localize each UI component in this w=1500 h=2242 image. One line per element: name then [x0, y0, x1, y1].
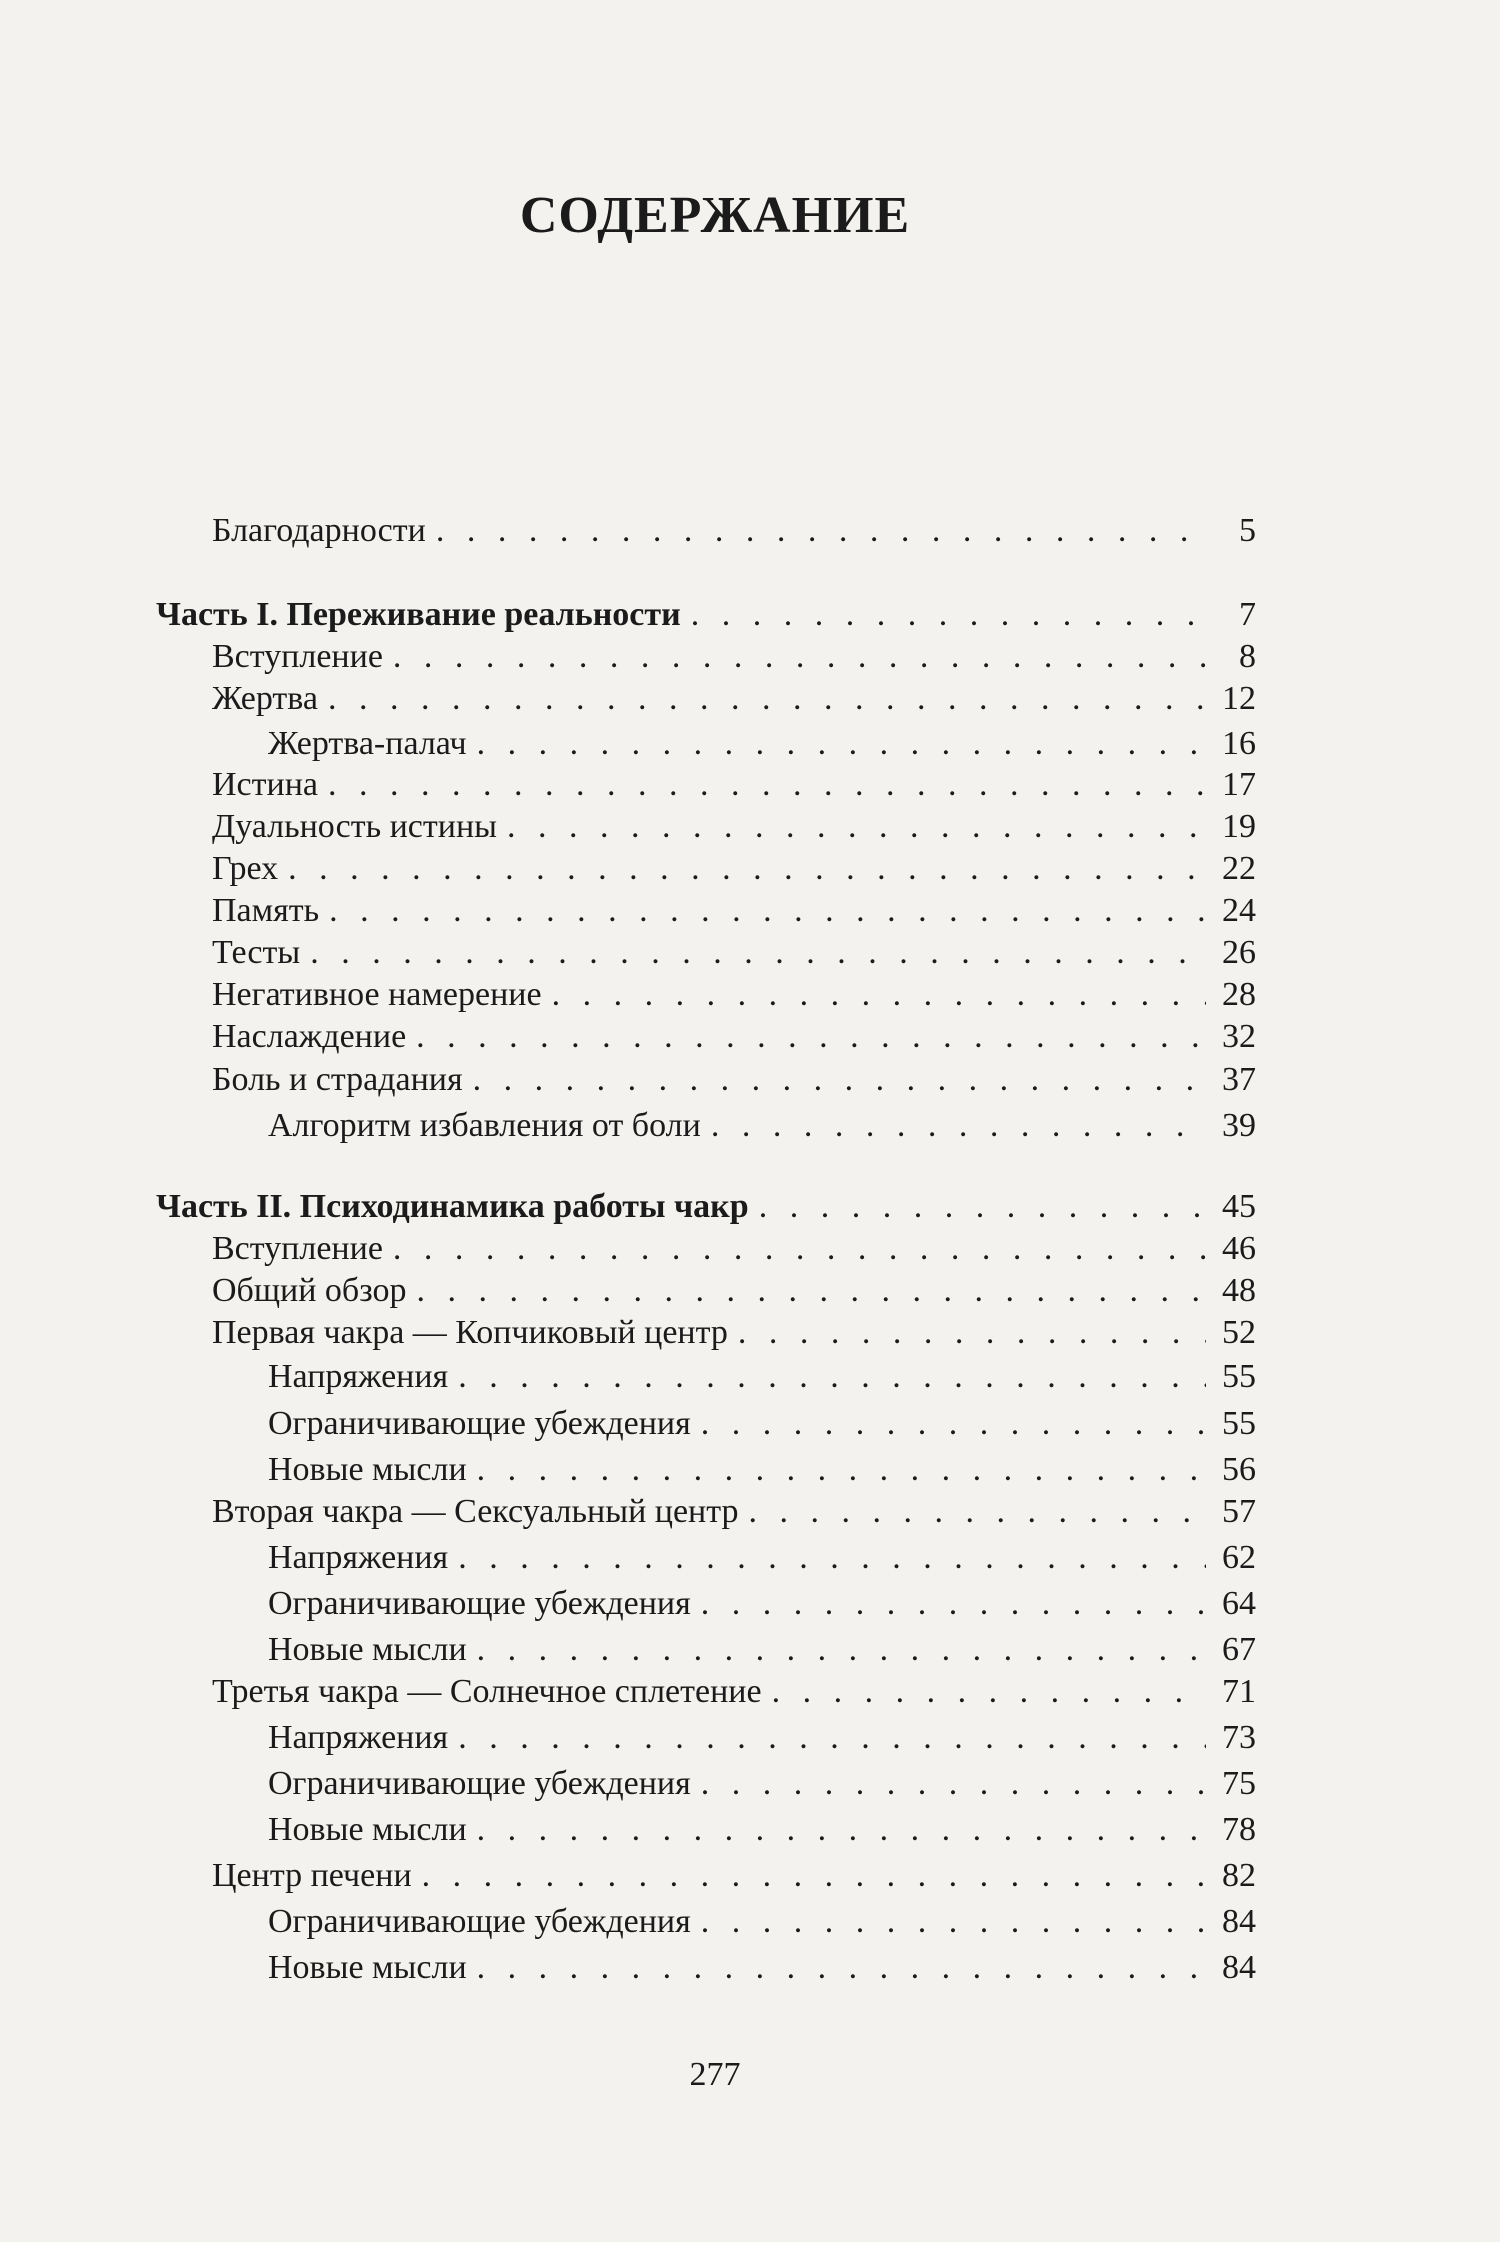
dot-leader	[772, 1669, 1206, 1715]
toc-entry-label: Ограничивающие убеждения	[268, 1585, 691, 1622]
toc-entry-label: Третья чакра — Солнечное сплетение	[212, 1673, 762, 1710]
toc-entry-label: Новые мысли	[268, 1451, 467, 1488]
toc-entry-label: Напряжения	[268, 1358, 449, 1395]
toc-entry	[156, 508, 1256, 554]
toc-subentry	[156, 721, 1256, 767]
dot-leader	[759, 1184, 1206, 1230]
dot-leader	[477, 1447, 1206, 1493]
toc-subentry	[156, 1401, 1256, 1447]
toc-subentry	[156, 1354, 1256, 1400]
toc-entry-label: Вступление	[212, 1230, 383, 1267]
dot-leader	[393, 1226, 1206, 1272]
toc-entry-label: Алгоритм избавления от боли	[268, 1107, 701, 1144]
toc-entry-label: Ограничивающие убеждения	[268, 1765, 691, 1802]
toc-entry-page: 19	[1222, 808, 1256, 845]
dot-leader	[458, 1535, 1206, 1581]
toc-entry-label: Часть I. Переживание реальности	[156, 596, 681, 633]
dot-leader	[458, 1715, 1206, 1761]
toc-entry-page: 45	[1222, 1188, 1256, 1225]
dot-leader	[552, 972, 1206, 1018]
toc-entry	[156, 930, 1256, 976]
toc-entry-label: Дуальность истины	[212, 808, 497, 845]
toc-entry-label: Напряжения	[268, 1539, 449, 1576]
page-number: 277	[689, 2056, 741, 2093]
toc-entry-page: 16	[1222, 725, 1256, 762]
toc-entry-label: Тесты	[212, 934, 301, 971]
toc-entry	[156, 1489, 1256, 1535]
toc-entry-page: 17	[1222, 766, 1256, 803]
dot-leader	[477, 721, 1206, 767]
toc-entry-label: Жертва	[212, 680, 318, 717]
toc-entry-page: 37	[1222, 1061, 1256, 1098]
toc-subentry	[156, 1945, 1256, 1991]
dot-leader	[416, 1014, 1206, 1060]
toc-entry-label: Вторая чакра — Сексуальный центр	[212, 1493, 739, 1530]
dot-leader	[422, 1853, 1206, 1899]
toc-entry-page: 71	[1222, 1673, 1256, 1710]
dot-leader	[473, 1057, 1206, 1103]
toc-subentry	[156, 1103, 1256, 1149]
toc-entry-page: 78	[1222, 1811, 1256, 1848]
dot-leader	[328, 762, 1206, 808]
toc-entry-page: 75	[1222, 1765, 1256, 1802]
dot-leader	[701, 1401, 1206, 1447]
toc-entry-label: Боль и страдания	[212, 1061, 463, 1098]
dot-leader	[328, 676, 1206, 722]
toc-entry-page: 67	[1222, 1631, 1256, 1668]
toc-entry-label: Грех	[212, 850, 279, 887]
toc-entry-label: Новые мысли	[268, 1949, 467, 1986]
toc-subentry	[156, 1447, 1256, 1493]
toc-entry-page: 24	[1222, 892, 1256, 929]
dot-leader	[711, 1103, 1206, 1149]
toc-entry-label: Новые мысли	[268, 1811, 467, 1848]
dot-leader	[310, 930, 1206, 976]
toc-part-entry	[156, 592, 1256, 638]
toc-entry	[156, 1669, 1256, 1715]
toc-entry-page: 52	[1222, 1314, 1256, 1351]
toc-entry	[156, 676, 1256, 722]
dot-leader	[477, 1945, 1206, 1991]
toc-entry-page: 62	[1222, 1539, 1256, 1576]
toc-entry-page: 84	[1222, 1949, 1256, 1986]
dot-leader	[288, 846, 1206, 892]
toc-entry	[156, 1268, 1256, 1314]
toc-entry-page: 82	[1222, 1857, 1256, 1894]
toc-subentry	[156, 1899, 1256, 1945]
toc-entry-page: 55	[1222, 1358, 1256, 1395]
toc-entry	[156, 634, 1256, 680]
toc-entry-label: Жертва-палач	[268, 725, 467, 762]
toc-entry-label: Негативное намерение	[212, 976, 542, 1013]
toc-subentry	[156, 1535, 1256, 1581]
toc-entry-page: 7	[1239, 596, 1256, 633]
toc-entry-label: Память	[212, 892, 320, 929]
dot-leader	[701, 1581, 1206, 1627]
toc-entry-page: 55	[1222, 1405, 1256, 1442]
toc-entry-label: Напряжения	[268, 1719, 449, 1756]
toc-entry-page: 28	[1222, 976, 1256, 1013]
dot-leader	[507, 804, 1206, 850]
dot-leader	[701, 1761, 1206, 1807]
toc-entry-label: Наслаждение	[212, 1018, 407, 1055]
dot-leader	[691, 592, 1206, 638]
table-of-contents	[156, 0, 1256, 2242]
toc-entry-label: Ограничивающие убеждения	[268, 1405, 691, 1442]
dot-leader	[749, 1489, 1206, 1535]
toc-entry-label: Общий обзор	[212, 1272, 407, 1309]
toc-entry	[156, 888, 1256, 934]
toc-subentry	[156, 1581, 1256, 1627]
toc-entry-page: 73	[1222, 1719, 1256, 1756]
toc-entry	[156, 1014, 1256, 1060]
toc-entry-label: Ограничивающие убеждения	[268, 1903, 691, 1940]
toc-entry-label: Новые мысли	[268, 1631, 467, 1668]
toc-entry-page: 39	[1222, 1107, 1256, 1144]
toc-entry-page: 22	[1222, 850, 1256, 887]
toc-entry-label: Первая чакра — Копчиковый центр	[212, 1314, 728, 1351]
toc-entry-label: Вступление	[212, 638, 383, 675]
toc-entry-page: 12	[1222, 680, 1256, 717]
dot-leader	[436, 508, 1206, 554]
toc-entry-label: Благодарности	[212, 512, 426, 549]
toc-subentry	[156, 1715, 1256, 1761]
dot-leader	[701, 1899, 1206, 1945]
dot-leader	[393, 634, 1206, 680]
toc-entry	[156, 1310, 1256, 1356]
dot-leader	[329, 888, 1206, 934]
toc-entry	[156, 846, 1256, 892]
toc-subentry	[156, 1627, 1256, 1673]
toc-entry	[156, 972, 1256, 1018]
toc-entry-page: 84	[1222, 1903, 1256, 1940]
toc-entry	[156, 762, 1256, 808]
toc-subentry	[156, 1807, 1256, 1853]
toc-entry-page: 8	[1239, 638, 1256, 675]
toc-entry-page: 46	[1222, 1230, 1256, 1267]
toc-entry-label: Часть II. Психодинамика работы чакр	[156, 1188, 749, 1225]
toc-entry-page: 32	[1222, 1018, 1256, 1055]
toc-entry-page: 56	[1222, 1451, 1256, 1488]
toc-entry-label: Центр печени	[212, 1857, 412, 1894]
toc-entry	[156, 1057, 1256, 1103]
dot-leader	[416, 1268, 1206, 1314]
dot-leader	[738, 1310, 1206, 1356]
toc-entry	[156, 804, 1256, 850]
toc-entry-page: 26	[1222, 934, 1256, 971]
toc-entry	[156, 1226, 1256, 1272]
toc-subentry	[156, 1761, 1256, 1807]
dot-leader	[477, 1627, 1206, 1673]
dot-leader	[477, 1807, 1206, 1853]
toc-entry-page: 57	[1222, 1493, 1256, 1530]
toc-entry-page: 48	[1222, 1272, 1256, 1309]
dot-leader	[458, 1354, 1206, 1400]
toc-entry	[156, 1853, 1256, 1899]
toc-part-entry	[156, 1184, 1256, 1230]
toc-entry-label: Истина	[212, 766, 318, 803]
toc-entry-page: 64	[1222, 1585, 1256, 1622]
page-title: СОДЕРЖАНИЕ	[519, 187, 911, 244]
toc-entry-page: 5	[1239, 512, 1256, 549]
